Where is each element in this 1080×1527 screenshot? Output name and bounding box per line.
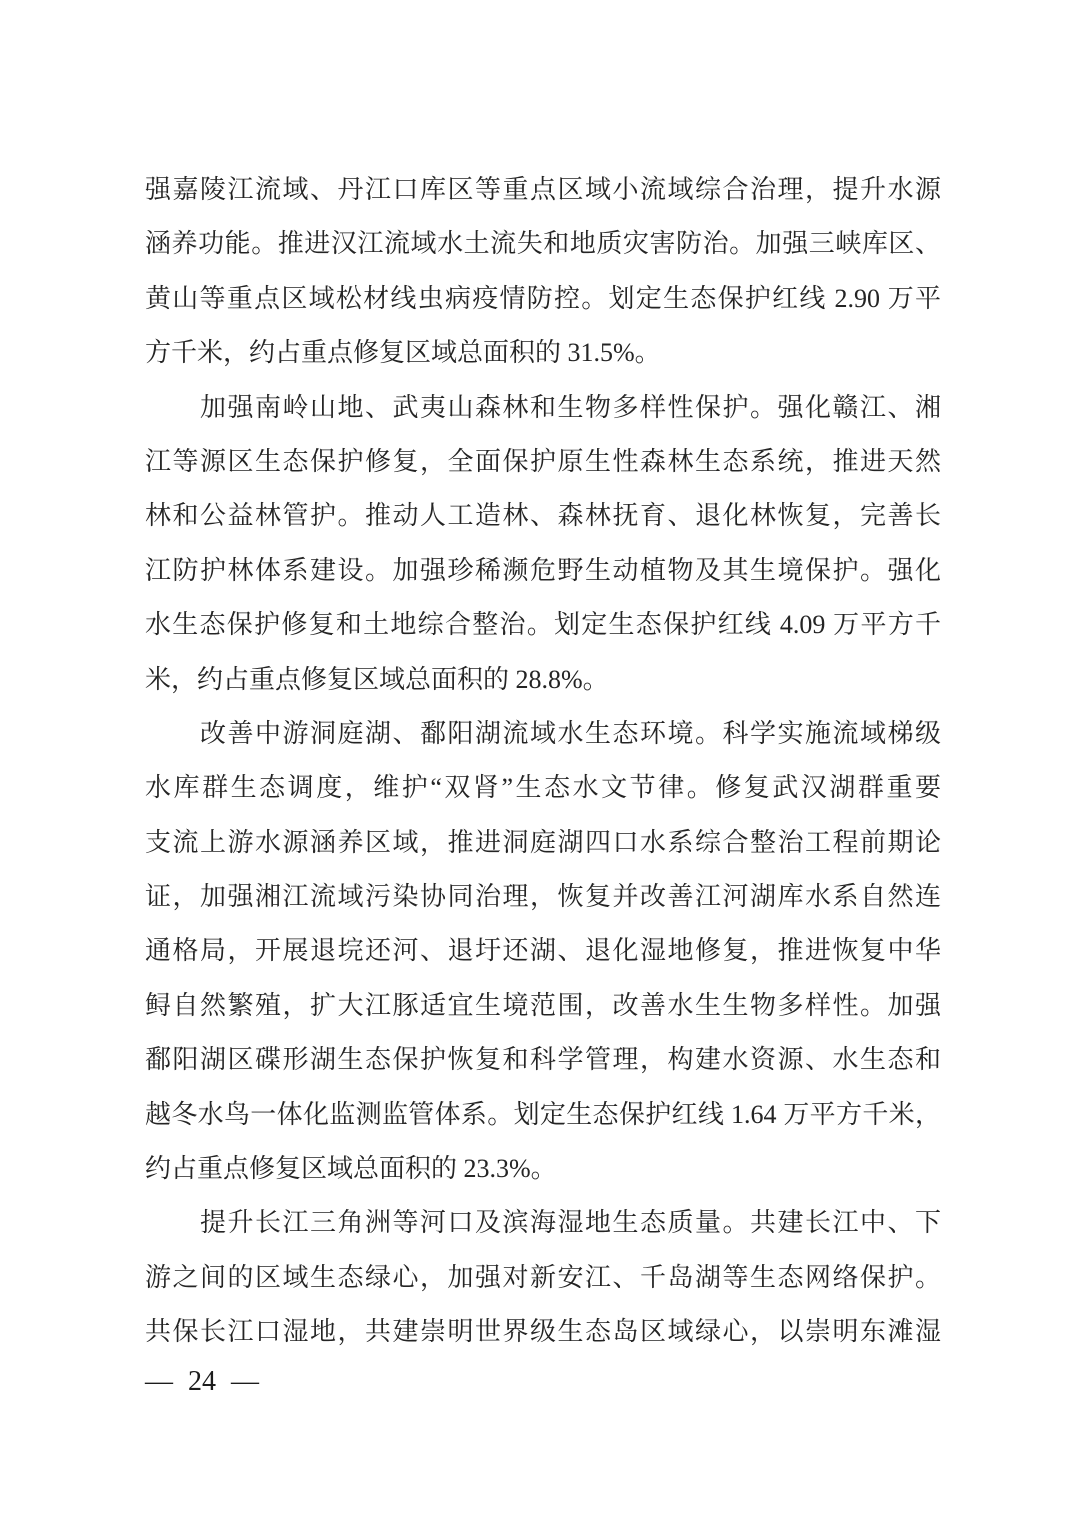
text-line: 提升长江三角洲等河口及滨海湿地生态质量。共建长江中、下 bbox=[200, 1208, 941, 1238]
text-line: 强嘉陵江流域、丹江口库区等重点区域小流域综合治理，提升水源 bbox=[145, 175, 941, 204]
text-line: 林和公益林管护。推动人工造林、森林抚育、退化林恢复，完善长 bbox=[145, 501, 941, 531]
text-line: 水生态保护修复和土地综合整治。划定生态保护红线 4.09 万平方千 bbox=[145, 610, 941, 640]
text-line: 越冬水鸟一体化监测监管体系。划定生态保护红线 1.64 万平方千米， bbox=[145, 1099, 941, 1129]
text-line: 加强南岭山地、武夷山森林和生物多样性保护。强化赣江、湘 bbox=[200, 392, 941, 422]
text-line: 黄山等重点区域松材线虫病疫情防控。划定生态保护红线 2.90 万平 bbox=[145, 283, 941, 313]
text-line: 江等源区生态保护修复，全面保护原生性森林生态系统，推进天然 bbox=[145, 446, 941, 476]
text-line: 共保长江口湿地，共建崇明世界级生态岛区域绿心，以崇明东滩湿 bbox=[145, 1317, 941, 1347]
text-line: 江防护林体系建设。加强珍稀濒危野生动植物及其生境保护。强化 bbox=[145, 555, 941, 585]
text-line: 改善中游洞庭湖、鄱阳湖流域水生态环境。科学实施流域梯级 bbox=[200, 718, 941, 748]
text-line: 水库群生态调度，维护“双肾”生态水文节律。修复武汉湖群重要 bbox=[145, 773, 941, 803]
text-line: 涵养功能。推进汉江流域水土流失和地质灾害防治。加强三峡库区、 bbox=[145, 229, 941, 259]
text-line: 方千米，约占重点修复区域总面积的 31.5%。 bbox=[145, 338, 661, 368]
document-body bbox=[145, 163, 941, 1360]
page-number: — 24 — bbox=[145, 1366, 259, 1397]
text-line: 通格局，开展退垸还河、退圩还湖、退化湿地修复，推进恢复中华 bbox=[145, 936, 941, 966]
text-line: 鄱阳湖区碟形湖生态保护恢复和科学管理，构建水资源、水生态和 bbox=[145, 1045, 941, 1075]
text-line: 约占重点修复区域总面积的 23.3%。 bbox=[145, 1154, 557, 1184]
text-line: 鲟自然繁殖，扩大江豚适宜生境范围，改善水生生物多样性。加强 bbox=[145, 990, 941, 1020]
text-line: 证，加强湘江流域污染协同治理，恢复并改善江河湖库水系自然连 bbox=[145, 882, 941, 912]
text-line: 支流上游水源涵养区域，推进洞庭湖四口水系综合整治工程前期论 bbox=[145, 827, 941, 857]
text-line: 米，约占重点修复区域总面积的 28.8%。 bbox=[145, 664, 609, 694]
text-line: 游之间的区域生态绿心，加强对新安江、千岛湖等生态网络保护。 bbox=[145, 1262, 941, 1292]
